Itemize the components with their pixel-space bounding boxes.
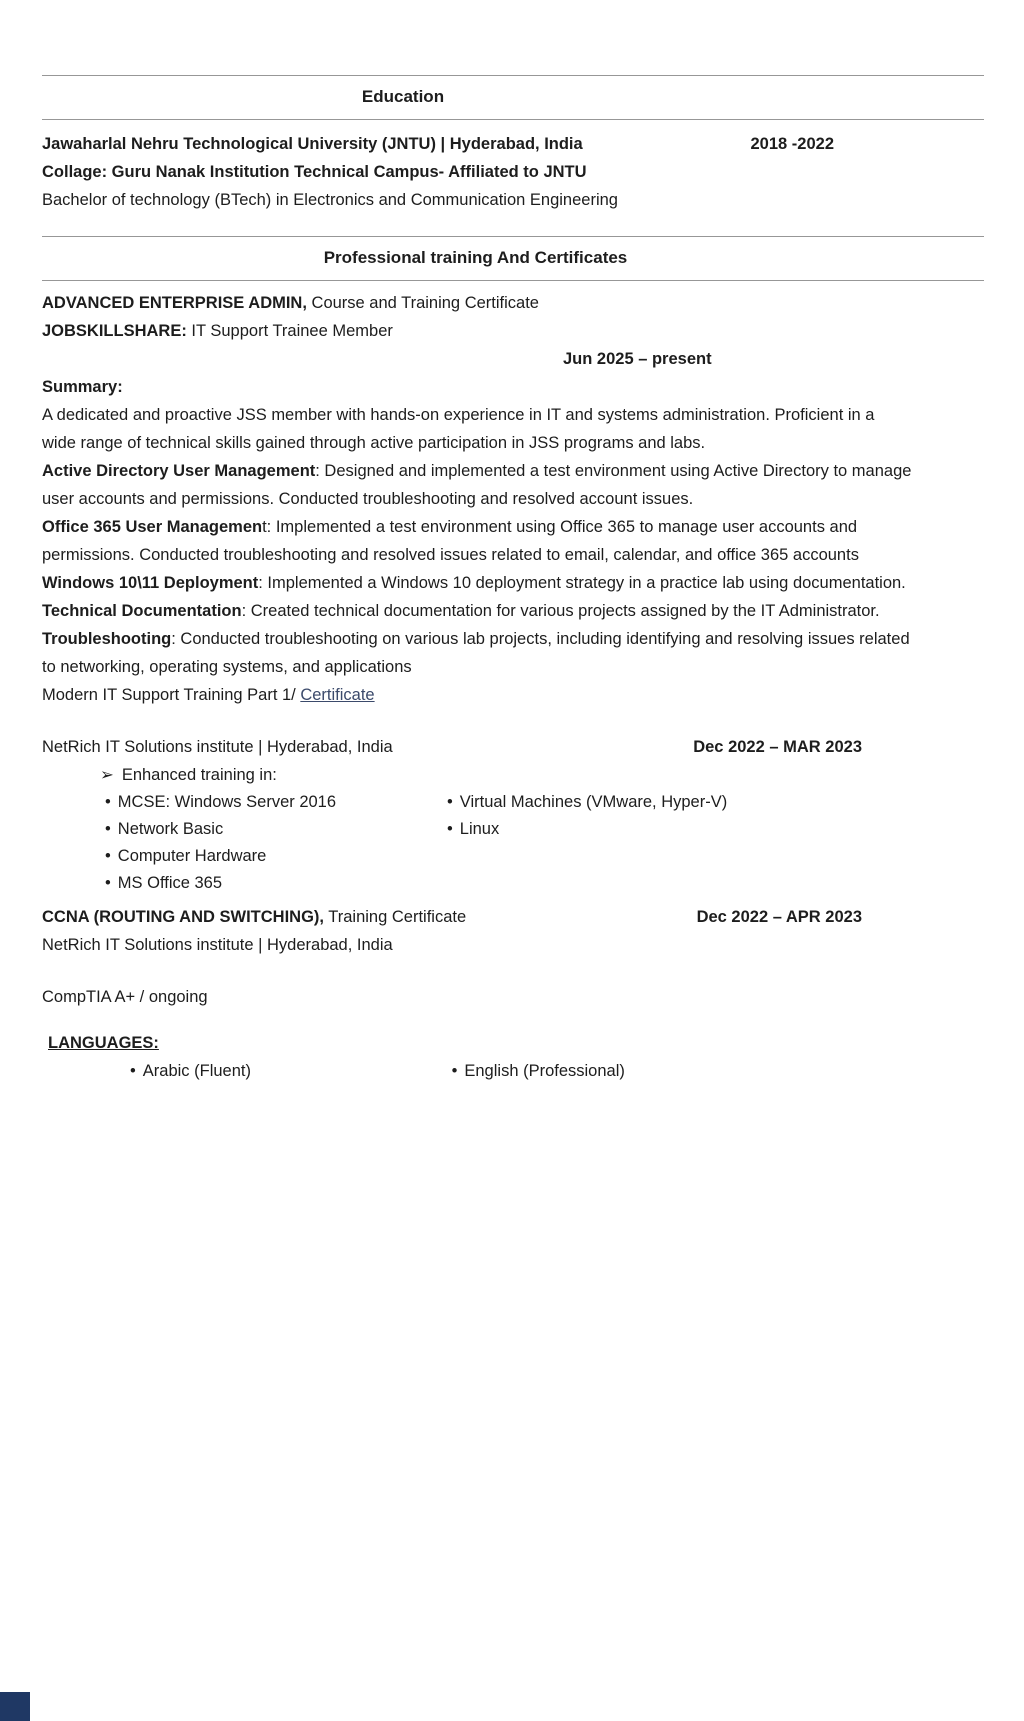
ccna-institute: NetRich IT Solutions institute | Hyderabad, India: [42, 936, 393, 954]
ccna-dates: Dec 2022 – APR 2023: [696, 908, 862, 926]
ccna-title-bold: CCNA (ROUTING AND SWITCHING),: [42, 908, 324, 926]
enhanced-training-text: Enhanced training in:: [121, 766, 277, 784]
skill-item: [105, 870, 447, 897]
skill-bold: Troubleshooting: [42, 630, 172, 648]
skills-column-1: [105, 789, 447, 897]
netrich-dates: Dec 2022 – MAR 2023: [693, 738, 862, 756]
languages-list: [42, 1057, 984, 1085]
skill-bold: Technical Documentation: [42, 602, 242, 620]
education-dates: 2018 -2022: [750, 135, 834, 153]
bullet-icon: •: [105, 874, 111, 892]
skill-rest: t: Implemented a test environment using Office 365 to manage user accounts and permissions. Conducted troubleshooting and resolved issues related to email, calendar, and office 365 accounts: [42, 518, 859, 564]
skill-paragraph-office-365: [42, 513, 984, 569]
bullet-icon: •: [451, 1062, 458, 1080]
cert-jobskillshare-bold: JOBSKILLSHARE:: [42, 322, 187, 340]
skill-bold: Active Directory User Management: [42, 462, 316, 480]
page-corner-decoration: [0, 1692, 30, 1721]
skill-label: Computer Hardware: [117, 847, 267, 865]
skill-bold: Office 365 User Managemen: [42, 518, 263, 536]
training-section-title: Professional training And Certificates: [323, 248, 628, 267]
skill-item: [105, 843, 447, 870]
skill-paragraph-technical-documentation: [42, 597, 984, 625]
ccna-entry-header: [42, 903, 984, 931]
skill-label: Linux: [459, 820, 500, 838]
education-section: [42, 75, 984, 214]
education-section-title: Education: [361, 87, 445, 106]
modern-it-support-line: [42, 681, 984, 709]
education-college: Collage: Guru Nanak Institution Technical Campus- Affiliated to JNTU: [42, 163, 587, 181]
bullet-icon: •: [105, 793, 111, 811]
arrow-icon: ➢: [100, 766, 114, 784]
cert-advanced-bold: ADVANCED ENTERPRISE ADMIN,: [42, 294, 307, 312]
language-label: Arabic (Fluent): [142, 1062, 251, 1080]
netrich-entry-header: [42, 733, 984, 761]
jss-dates: Jun 2025 – present: [563, 350, 712, 368]
netrich-institute: NetRich IT Solutions institute | Hyderabad, India: [42, 738, 393, 756]
education-degree: Bachelor of technology (BTech) in Electronics and Communication Engineering: [42, 191, 618, 209]
comptia-line: CompTIA A+ / ongoing: [42, 988, 208, 1006]
bullet-icon: •: [105, 847, 111, 865]
language-item-arabic: [130, 1057, 447, 1085]
skill-rest: : Conducted troubleshooting on various lab projects, including identifying and resolving issues related to networking, operating systems, and applications: [42, 630, 910, 676]
languages-section: [42, 1029, 984, 1085]
certificate-link[interactable]: Certificate: [300, 686, 375, 704]
training-section: [42, 236, 984, 1011]
bullet-icon: •: [447, 820, 453, 838]
skill-rest: : Designed and implemented a test environment using Active Directory to manage user accounts and permissions. Conducted troubleshooting and resolved account issues.: [42, 462, 912, 508]
bullet-icon: •: [105, 820, 111, 838]
ccna-title: [42, 903, 466, 931]
skill-rest: : Implemented a Windows 10 deployment strategy in a practice lab using documentation.: [258, 574, 906, 592]
bullet-icon: •: [447, 793, 453, 811]
summary-label: Summary:: [42, 378, 123, 396]
skill-item: [447, 789, 727, 816]
languages-section-title: LANGUAGES:: [48, 1034, 159, 1052]
skill-label: MCSE: Windows Server 2016: [117, 793, 337, 811]
training-divider-bottom: [42, 280, 984, 281]
skill-item: [105, 816, 447, 843]
skill-bold: Windows 10\11 Deployment: [42, 574, 259, 592]
skills-columns: [105, 789, 984, 897]
language-label: English (Professional): [464, 1062, 625, 1080]
cert-jobskillshare: [42, 317, 984, 345]
skill-label: Virtual Machines (VMware, Hyper-V): [459, 793, 728, 811]
cert-advanced-enterprise-admin: [42, 289, 984, 317]
education-institution: Jawaharlal Nehru Technological University (JNTU) | Hyderabad, India: [42, 135, 583, 153]
skill-label: Network Basic: [117, 820, 224, 838]
skill-item: [105, 789, 447, 816]
skill-paragraph-active-directory: [42, 457, 984, 513]
summary-text: A dedicated and proactive JSS member with hands-on experience in IT and systems administration. Proficient in a wide range of technical skills gained through active participation in JSS programs and labs.: [42, 406, 875, 452]
language-item-english: [452, 1062, 625, 1080]
cert-advanced-rest: Course and Training Certificate: [306, 294, 539, 312]
enhanced-training-label: [100, 761, 984, 789]
bullet-icon: •: [130, 1062, 136, 1080]
modern-it-support-text: Modern IT Support Training Part 1/: [42, 686, 301, 704]
skill-paragraph-windows-deployment: [42, 569, 984, 597]
skill-rest: : Created technical documentation for various projects assigned by the IT Administrator.: [241, 602, 880, 620]
education-divider-bottom: [42, 119, 984, 120]
skill-paragraph-troubleshooting: [42, 625, 984, 681]
ccna-title-rest: Training Certificate: [324, 908, 467, 926]
cert-jobskillshare-rest: IT Support Trainee Member: [186, 322, 393, 340]
skill-label: MS Office 365: [117, 874, 223, 892]
education-entry-header: [42, 130, 984, 158]
skills-column-2: [447, 789, 727, 897]
skill-item: [447, 816, 727, 843]
